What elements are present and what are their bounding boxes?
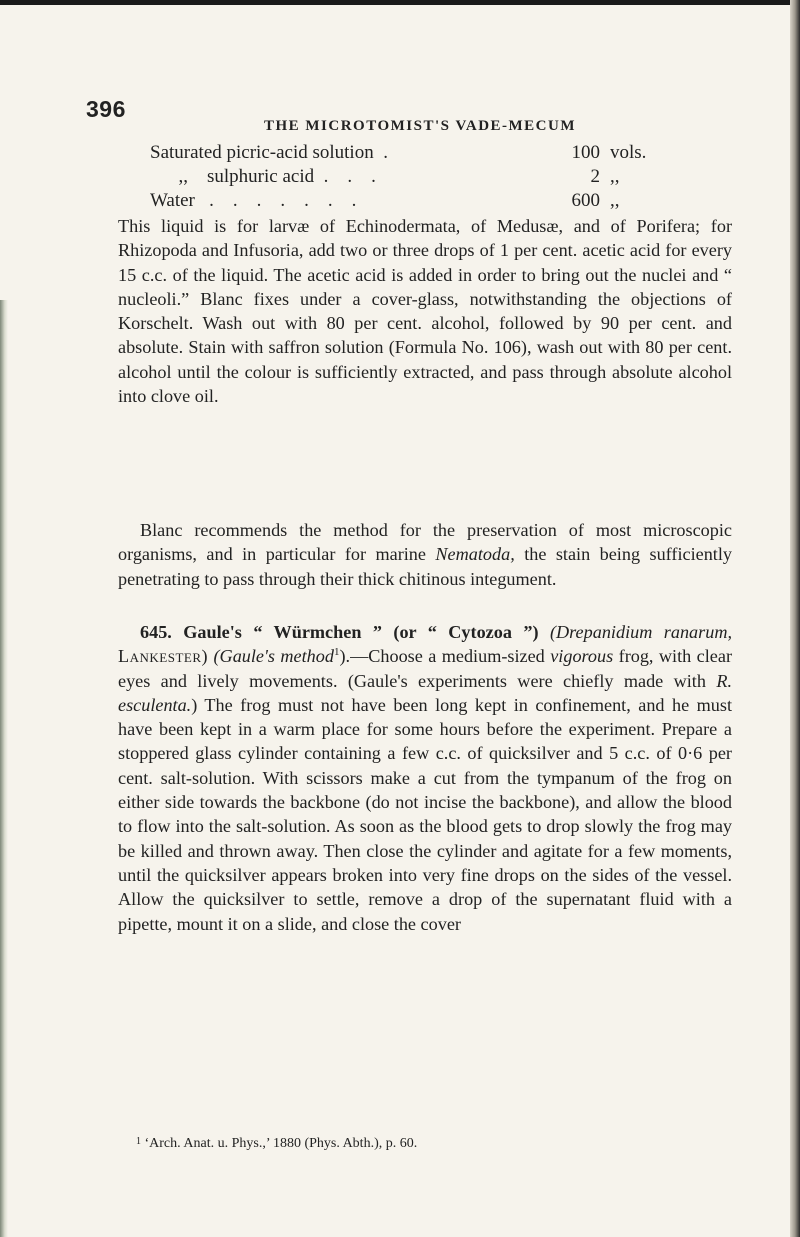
paragraph-liquid-use: This liquid is for larvæ of Echinodermata, of Medusæ, and of Porifera; for Rhizopoda and Infusoria, add two or three drops of 1 per cent. acetic acid for every 15 c.c. of the liquid. The acetic acid is added in order to bring out the nuclei and “ nucleoli.” Blanc fixes under a cover-glass, notwithstanding the objections of Korschelt. Wash out with 80 per cent. alcohol, followed by 90 per cent. and absolute. Stain with saffron solution (Formula No. 106), wash out with 80 per cent. alcohol until the colour is sufficiently extracted, and pass through absolute alcohol into clove oil. [118,216,732,407]
paragraph-blanc-recommends [118,518,732,591]
italic-term: Nematoda, [435,544,515,565]
formula-row [150,141,670,165]
text-span: frog, with clear eyes and lively movements. (Gaule's experiments were chiefly made with [118,646,733,691]
page-binding-edge [790,0,800,1237]
page-number: 396 [86,96,126,122]
footnote-ref: 1 [333,646,340,659]
formula-amount: 100 [571,142,600,163]
formula-amount: 2 [590,166,600,187]
running-head: THE MICROTOMIST'S VADE-MECUM [263,118,577,134]
page-top-edge [0,0,790,5]
method-name: (Gaule's method [213,646,334,667]
species-name: (Drepanidium ranarum, [549,622,732,642]
page-left-shadow [0,300,8,1237]
text-span: —Choose a medium-sized [350,646,551,667]
formula-unit: vols. [610,142,647,163]
formula-unit: ,, [610,190,620,211]
text-span: ). [339,646,351,667]
text-span: ) The frog must not have been long kept in confinement, and he must have been kept in a warm place for some hours before the experiment. Prepare a stoppered glass cylinder containing a few c.c. of quicksilver and 5 c.c. of 0·6 per cent. salt-solution. With scissors make a cut from the tympanum of the frog on either side towards the backbone (do not incise the backbone), and allow the blood to flow into the salt-solution. As soon as the blood gets to drop slowly the frog may be killed and thrown away. Then close the cylinder and agitate for a few moments, until the quicksilver appears broken into very fine drops on the sides of the vessel. Allow the quicksilver to settle, remove a drop of the supernatant fluid with a pipette, mount it on a slide, and close the cover [118,694,732,934]
author-name: Lankester) [118,646,209,667]
text-span: Blanc recommends the method for the preservation of most microscopic organisms, and in particular for marine [118,520,732,565]
formula-unit: ,, [610,166,620,187]
footnote-mark: 1 [136,1136,141,1147]
formula-ingredient: Saturated picric-acid solution . [150,142,388,163]
section-heading: 645. Gaule's “ Würmchen ” (or “ Cytozoa ”) [140,622,539,642]
footnote [136,1136,417,1152]
species-name: R. esculenta. [118,670,732,715]
paragraph-section-645 [118,620,732,936]
text-span: the stain being sufficiently penetrating to pass through their thick chitinous integument. [118,544,732,589]
formula-row [150,165,670,189]
footnote-text: ‘Arch. Anat. u. Phys.,’ 1880 (Phys. Abth.), p. 60. [144,1136,418,1151]
formula-table [150,141,670,213]
formula-ingredient: Water . . . . . . . [150,190,357,211]
italic-term: vigorous [550,646,614,667]
formula-amount: 600 [571,190,600,211]
formula-ingredient: ,, sulphuric acid . . . [150,166,376,187]
formula-row [150,189,670,213]
